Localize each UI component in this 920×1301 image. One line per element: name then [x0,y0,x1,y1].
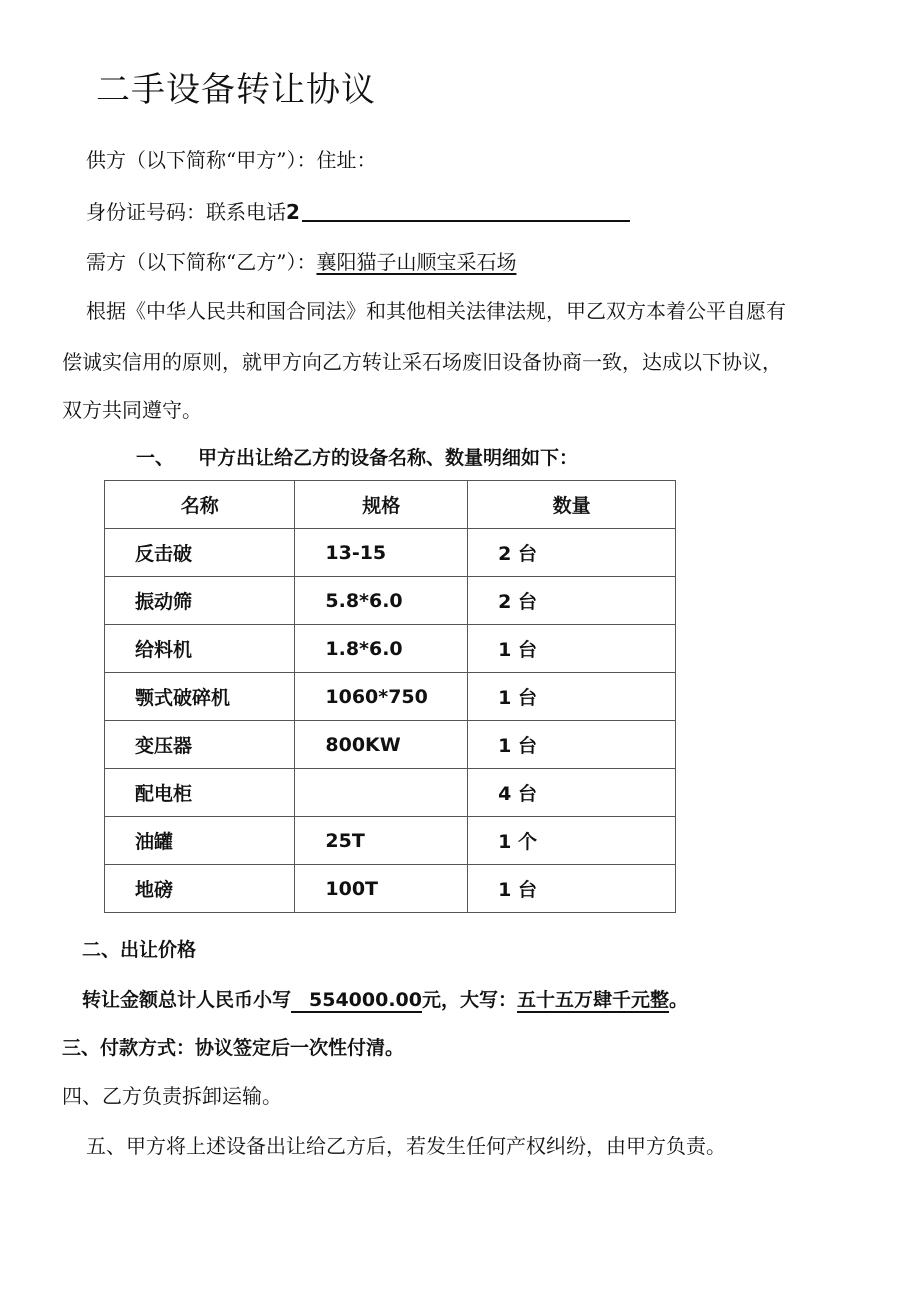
address-label: 住址： [316,148,377,172]
cell-name: 颚式破碎机 [105,673,295,721]
amount-line [82,985,688,1013]
cell-quantity: 1 个 [468,817,676,865]
cell-spec: 1060*750 [295,673,468,721]
cell-name: 给料机 [105,625,295,673]
intro-line-1: 根据《中华人民共和国合同法》和其他相关法律法规，甲乙双方本着公平自愿有 [86,299,786,323]
document-title: 二手设备转让协议 [96,70,376,110]
section-1-heading [136,443,578,470]
cell-quantity: 1 台 [468,865,676,913]
header-name: 名称 [105,481,295,529]
section-1-title: 甲方出让给乙方的设备名称、数量明细如下： [198,447,579,469]
supplier-line [86,144,376,173]
cell-quantity: 2 台 [468,577,676,625]
table-header-row [105,481,676,529]
cell-spec: 5.8*6.0 [295,577,468,625]
phone-label: 联系电话 [206,200,286,224]
header-spec: 规格 [295,481,468,529]
cell-spec: 800KW [295,721,468,769]
cell-name: 反击破 [105,529,295,577]
supplier-label: 供方（以下简称“甲方”）： [86,148,317,172]
cell-name: 变压器 [105,721,295,769]
table-row [105,577,676,625]
cell-quantity: 4 台 [468,769,676,817]
table-row [105,769,676,817]
cell-name: 地磅 [105,865,295,913]
section-3-payment: 三、付款方式：协议签定后一次性付清。 [62,1037,405,1059]
table-row [105,529,676,577]
buyer-name: 襄阳猫子山顺宝采石场 [316,250,517,274]
section-5-liability: 五、甲方将上述设备出让给乙方后，若发生任何产权纠纷，由甲方负责。 [86,1134,726,1158]
table-row [105,673,676,721]
phone-value: 2 [286,200,300,224]
cell-name: 配电柜 [105,769,295,817]
amount-upper: 五十五万肆千元整 [517,989,670,1011]
amount-prefix: 转让金额总计人民币小写 [82,989,292,1011]
cell-spec: 100T [295,865,468,913]
cell-spec [295,769,468,817]
equipment-table [104,480,676,913]
section-4-transport: 四、乙方负责拆卸运输。 [62,1084,282,1108]
buyer-label: 需方（以下简称“乙方”）： [86,250,317,274]
buyer-line [86,246,516,275]
cell-quantity: 1 台 [468,625,676,673]
intro-line-2: 偿诚实信用的原则，就甲方向乙方转让采石场废旧设备协商一致，达成以下协议， [62,350,782,374]
table-row [105,721,676,769]
id-label: 身份证号码： [86,200,206,224]
amount-value: 554000.00 [291,989,422,1013]
header-quantity: 数量 [468,481,676,529]
amount-end: 。 [669,989,689,1011]
amount-unit: 元，大写： [422,989,518,1011]
cell-spec: 25T [295,817,468,865]
table-row [105,817,676,865]
cell-spec: 1.8*6.0 [295,625,468,673]
cell-quantity: 1 台 [468,673,676,721]
cell-quantity: 2 台 [468,529,676,577]
cell-quantity: 1 台 [468,721,676,769]
id-phone-line [86,196,630,225]
cell-name: 油罐 [105,817,295,865]
cell-spec: 13-15 [295,529,468,577]
section-2-heading: 二、出让价格 [82,939,197,961]
intro-line-3: 双方共同遵守。 [62,398,202,422]
phone-blank-field [302,200,630,222]
section-1-number: 一、 [136,447,175,469]
cell-name: 振动筛 [105,577,295,625]
table-row [105,625,676,673]
table-row [105,865,676,913]
